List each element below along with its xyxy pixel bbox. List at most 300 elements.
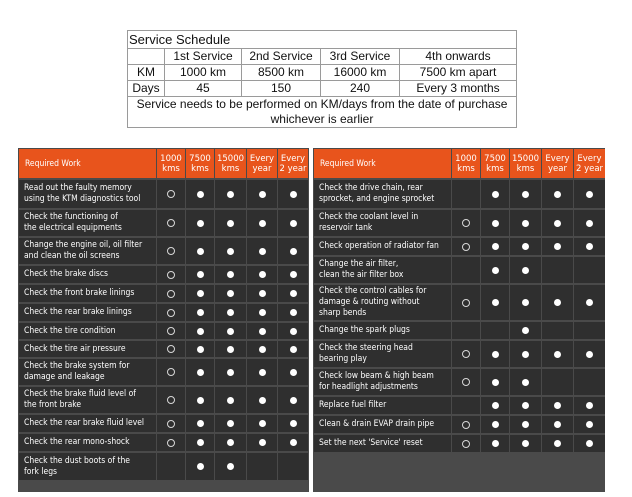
work-label: Check the brake fluid level of the front brake (19, 387, 156, 413)
perform-dot-icon (290, 271, 297, 278)
interval-cell (186, 453, 214, 480)
schedule-cell: 45 (165, 81, 242, 97)
interval-cell (186, 238, 214, 264)
interval-cell (247, 180, 277, 208)
interval-header: 7500 kms (481, 149, 509, 178)
interval-cell (157, 415, 185, 432)
interval-cell (215, 180, 246, 208)
interval-cell (157, 453, 185, 480)
grid-row (313, 340, 605, 368)
perform-dot-icon (197, 439, 204, 446)
check-ring-icon (167, 190, 175, 198)
check-ring-icon (167, 219, 175, 227)
perform-dot-icon (586, 440, 593, 447)
perform-dot-icon (554, 421, 561, 428)
work-label: Check the front brake linings (19, 285, 156, 302)
interval-cell (574, 180, 605, 208)
perform-dot-icon (290, 397, 297, 404)
grid-row (18, 303, 309, 322)
check-ring-icon (462, 299, 470, 307)
perform-dot-icon (554, 220, 561, 227)
grid-row (18, 284, 309, 303)
perform-dot-icon (197, 463, 204, 470)
interval-header: 15000 kms (215, 149, 246, 178)
schedule-cell: 16000 km (321, 65, 400, 81)
check-ring-icon (167, 345, 175, 353)
interval-cell (215, 387, 246, 413)
interval-cell (452, 369, 480, 395)
work-label: Check the drive chain, rear sprocket, and engine sprocket (314, 180, 451, 208)
work-label: Check the dust boots of the fork legs (19, 453, 156, 480)
perform-dot-icon (227, 439, 234, 446)
grid-header-row (313, 148, 605, 179)
interval-cell (542, 180, 573, 208)
interval-cell (186, 210, 214, 236)
grid-row (313, 434, 605, 453)
interval-cell (215, 210, 246, 236)
interval-header: 15000 kms (510, 149, 541, 178)
interval-cell (247, 266, 277, 283)
interval-cell (574, 322, 605, 339)
grid-row (18, 433, 309, 452)
perform-dot-icon (492, 402, 499, 409)
interval-cell (510, 210, 541, 236)
interval-cell (542, 341, 573, 367)
perform-dot-icon (586, 299, 593, 306)
interval-cell (186, 304, 214, 321)
perform-dot-icon (492, 379, 499, 386)
perform-dot-icon (259, 397, 266, 404)
perform-dot-icon (290, 248, 297, 255)
interval-cell (278, 210, 308, 236)
interval-cell (157, 341, 185, 357)
interval-cell (186, 266, 214, 283)
interval-cell (186, 434, 214, 451)
perform-dot-icon (197, 271, 204, 278)
grid-row (313, 209, 605, 237)
interval-cell (542, 257, 573, 283)
interval-cell (278, 434, 308, 451)
perform-dot-icon (227, 191, 234, 198)
schedule-header-cell (128, 49, 165, 65)
interval-cell (452, 257, 480, 283)
perform-dot-icon (197, 346, 204, 353)
perform-dot-icon (290, 346, 297, 353)
interval-header: 1000 kms (452, 149, 480, 178)
perform-dot-icon (522, 191, 529, 198)
grid-row (313, 284, 605, 321)
perform-dot-icon (259, 191, 266, 198)
perform-dot-icon (197, 248, 204, 255)
interval-cell (510, 285, 541, 320)
work-label: Check the tire air pressure (19, 341, 156, 357)
grid-row (18, 209, 309, 237)
schedule-cell: 150 (242, 81, 321, 97)
interval-cell (278, 238, 308, 264)
perform-dot-icon (197, 309, 204, 316)
interval-cell (510, 416, 541, 433)
grid-row (18, 265, 309, 284)
perform-dot-icon (197, 191, 204, 198)
interval-cell (542, 416, 573, 433)
work-label: Check the control cables for damage & routing without sharp bends (314, 285, 451, 320)
perform-dot-icon (492, 299, 499, 306)
perform-dot-icon (259, 328, 266, 335)
grid-row (18, 179, 309, 209)
grid-row (18, 358, 309, 386)
perform-dot-icon (227, 248, 234, 255)
schedule-cell: Every 3 months (400, 81, 517, 97)
grid-row (18, 237, 309, 265)
interval-cell (186, 387, 214, 413)
grid-row (18, 452, 309, 481)
interval-cell (157, 323, 185, 339)
check-ring-icon (462, 421, 470, 429)
perform-dot-icon (197, 397, 204, 404)
interval-cell (247, 210, 277, 236)
perform-dot-icon (522, 421, 529, 428)
interval-cell (481, 285, 509, 320)
perform-dot-icon (227, 220, 234, 227)
work-label: Clean & drain EVAP drain pipe (314, 416, 451, 433)
work-label: Check operation of radiator fan (314, 238, 451, 255)
interval-cell (215, 434, 246, 451)
perform-dot-icon (227, 309, 234, 316)
work-label: Check the rear mono-shock (19, 434, 156, 451)
perform-dot-icon (522, 327, 529, 334)
perform-dot-icon (586, 191, 593, 198)
perform-dot-icon (522, 402, 529, 409)
grid-row (18, 322, 309, 340)
schedule-cell: 240 (321, 81, 400, 97)
check-ring-icon (167, 420, 175, 428)
interval-cell (247, 285, 277, 302)
perform-dot-icon (290, 439, 297, 446)
interval-cell (278, 266, 308, 283)
interval-cell (278, 341, 308, 357)
interval-cell (510, 435, 541, 452)
interval-header: Every year (542, 149, 573, 178)
perform-dot-icon (554, 243, 561, 250)
interval-cell (481, 210, 509, 236)
schedule-header-cell: 1st Service (165, 49, 242, 65)
schedule-header-row (128, 49, 517, 65)
perform-dot-icon (259, 290, 266, 297)
interval-cell (452, 397, 480, 414)
perform-dot-icon (227, 397, 234, 404)
grid-header-row (18, 148, 309, 179)
interval-cell (247, 359, 277, 385)
interval-cell (247, 387, 277, 413)
check-ring-icon (462, 219, 470, 227)
interval-cell (215, 285, 246, 302)
check-ring-icon (167, 309, 175, 317)
interval-header: 1000 kms (157, 149, 185, 178)
interval-cell (481, 322, 509, 339)
interval-cell (278, 359, 308, 385)
interval-cell (247, 304, 277, 321)
interval-cell (542, 322, 573, 339)
interval-cell (574, 285, 605, 320)
interval-cell (510, 397, 541, 414)
perform-dot-icon (259, 346, 266, 353)
interval-cell (481, 238, 509, 255)
maintenance-grid-right (313, 148, 605, 492)
interval-cell (510, 341, 541, 367)
interval-cell (510, 180, 541, 208)
check-ring-icon (167, 290, 175, 298)
interval-header: Every 2 year (278, 149, 308, 178)
perform-dot-icon (554, 402, 561, 409)
interval-cell (452, 416, 480, 433)
perform-dot-icon (492, 267, 499, 274)
interval-header: 7500 kms (186, 149, 214, 178)
interval-cell (247, 238, 277, 264)
interval-cell (157, 180, 185, 208)
work-label: Read out the faulty memory using the KTM diagnostics tool (19, 180, 156, 208)
work-label: Replace fuel filter (314, 397, 451, 414)
work-label: Check the steering head bearing play (314, 341, 451, 367)
perform-dot-icon (586, 421, 593, 428)
perform-dot-icon (290, 420, 297, 427)
perform-dot-icon (259, 248, 266, 255)
interval-cell (247, 434, 277, 451)
interval-cell (157, 266, 185, 283)
interval-cell (215, 359, 246, 385)
interval-cell (574, 238, 605, 255)
interval-cell (278, 387, 308, 413)
interval-cell (542, 238, 573, 255)
interval-cell (452, 341, 480, 367)
work-label: Check the tire condition (19, 323, 156, 339)
interval-cell (542, 285, 573, 320)
work-label: Check the brake discs (19, 266, 156, 283)
perform-dot-icon (492, 421, 499, 428)
service-schedule-table (127, 30, 517, 128)
perform-dot-icon (290, 290, 297, 297)
interval-cell (574, 369, 605, 395)
interval-cell (452, 210, 480, 236)
interval-cell (157, 387, 185, 413)
perform-dot-icon (227, 271, 234, 278)
perform-dot-icon (290, 328, 297, 335)
work-label: Set the next 'Service' reset (314, 435, 451, 452)
perform-dot-icon (522, 299, 529, 306)
perform-dot-icon (259, 309, 266, 316)
interval-cell (215, 453, 246, 480)
grid-row (18, 414, 309, 433)
interval-cell (278, 453, 308, 480)
work-label: Change the engine oil, oil filter and clean the oil screens (19, 238, 156, 264)
interval-cell (574, 435, 605, 452)
interval-cell (510, 322, 541, 339)
interval-cell (574, 341, 605, 367)
schedule-note: Service needs to be performed on KM/days from the date of purchase whichever is earlier (128, 97, 517, 128)
interval-cell (186, 359, 214, 385)
grid-row (313, 415, 605, 434)
perform-dot-icon (522, 440, 529, 447)
interval-cell (215, 304, 246, 321)
interval-cell (510, 238, 541, 255)
check-ring-icon (462, 440, 470, 448)
perform-dot-icon (197, 369, 204, 376)
perform-dot-icon (290, 191, 297, 198)
perform-dot-icon (522, 267, 529, 274)
perform-dot-icon (259, 420, 266, 427)
interval-cell (157, 238, 185, 264)
work-label: Check the functioning of the electrical equipments (19, 210, 156, 236)
interval-cell (481, 397, 509, 414)
interval-cell (247, 453, 277, 480)
required-work-header: Required Work (314, 149, 451, 178)
interval-header: Every 2 year (574, 149, 605, 178)
interval-cell (278, 304, 308, 321)
interval-cell (247, 341, 277, 357)
check-ring-icon (462, 378, 470, 386)
grid-row (313, 256, 605, 284)
interval-header: Every year (247, 149, 277, 178)
interval-cell (542, 397, 573, 414)
perform-dot-icon (492, 243, 499, 250)
perform-dot-icon (259, 220, 266, 227)
grid-row (18, 386, 309, 414)
interval-cell (574, 210, 605, 236)
perform-dot-icon (492, 191, 499, 198)
perform-dot-icon (290, 369, 297, 376)
interval-cell (574, 397, 605, 414)
perform-dot-icon (586, 243, 593, 250)
perform-dot-icon (197, 290, 204, 297)
perform-dot-icon (492, 220, 499, 227)
interval-cell (215, 323, 246, 339)
interval-cell (278, 415, 308, 432)
perform-dot-icon (522, 379, 529, 386)
perform-dot-icon (586, 220, 593, 227)
perform-dot-icon (227, 420, 234, 427)
interval-cell (215, 238, 246, 264)
schedule-cell: 8500 km (242, 65, 321, 81)
perform-dot-icon (227, 369, 234, 376)
interval-cell (278, 323, 308, 339)
perform-dot-icon (586, 351, 593, 358)
perform-dot-icon (554, 351, 561, 358)
interval-cell (452, 180, 480, 208)
interval-cell (542, 435, 573, 452)
interval-cell (278, 180, 308, 208)
perform-dot-icon (290, 220, 297, 227)
grid-row (313, 237, 605, 256)
interval-cell (157, 210, 185, 236)
interval-cell (215, 415, 246, 432)
schedule-km-row (128, 65, 517, 81)
perform-dot-icon (259, 369, 266, 376)
perform-dot-icon (259, 271, 266, 278)
perform-dot-icon (197, 328, 204, 335)
perform-dot-icon (492, 351, 499, 358)
interval-cell (510, 257, 541, 283)
perform-dot-icon (522, 220, 529, 227)
grid-row (313, 396, 605, 415)
interval-cell (157, 434, 185, 451)
interval-cell (452, 435, 480, 452)
check-ring-icon (167, 247, 175, 255)
interval-cell (574, 257, 605, 283)
perform-dot-icon (227, 328, 234, 335)
interval-cell (247, 415, 277, 432)
interval-cell (278, 285, 308, 302)
schedule-cell: Days (128, 81, 165, 97)
grid-row (313, 179, 605, 209)
work-label: Check the coolant level in reservoir tank (314, 210, 451, 236)
schedule-header-cell: 4th onwards (400, 49, 517, 65)
check-ring-icon (167, 396, 175, 404)
interval-cell (215, 266, 246, 283)
interval-cell (215, 341, 246, 357)
interval-cell (574, 416, 605, 433)
check-ring-icon (167, 271, 175, 279)
check-ring-icon (167, 368, 175, 376)
interval-cell (452, 322, 480, 339)
interval-cell (186, 323, 214, 339)
grid-row (313, 368, 605, 396)
schedule-cell: KM (128, 65, 165, 81)
interval-cell (186, 341, 214, 357)
interval-cell (186, 285, 214, 302)
interval-cell (247, 323, 277, 339)
interval-cell (157, 285, 185, 302)
schedule-header-cell: 2nd Service (242, 49, 321, 65)
perform-dot-icon (492, 440, 499, 447)
interval-cell (510, 369, 541, 395)
interval-cell (481, 416, 509, 433)
check-ring-icon (462, 243, 470, 251)
perform-dot-icon (197, 420, 204, 427)
perform-dot-icon (522, 243, 529, 250)
work-label: Check low beam & high beam for headlight adjustments (314, 369, 451, 395)
interval-cell (481, 435, 509, 452)
interval-cell (157, 359, 185, 385)
work-label: Check the brake system for damage and leakage (19, 359, 156, 385)
schedule-header-cell: 3rd Service (321, 49, 400, 65)
perform-dot-icon (227, 346, 234, 353)
check-ring-icon (167, 439, 175, 447)
interval-cell (481, 257, 509, 283)
check-ring-icon (167, 327, 175, 335)
perform-dot-icon (227, 463, 234, 470)
perform-dot-icon (586, 402, 593, 409)
required-work-header: Required Work (19, 149, 156, 178)
grid-row (18, 340, 309, 358)
work-label: Check the rear brake linings (19, 304, 156, 321)
perform-dot-icon (554, 191, 561, 198)
interval-cell (481, 180, 509, 208)
perform-dot-icon (290, 309, 297, 316)
interval-cell (542, 210, 573, 236)
work-label: Change the air filter, clean the air filter box (314, 257, 451, 283)
perform-dot-icon (227, 290, 234, 297)
work-label: Change the spark plugs (314, 322, 451, 339)
work-label: Check the rear brake fluid level (19, 415, 156, 432)
perform-dot-icon (259, 439, 266, 446)
interval-cell (452, 285, 480, 320)
interval-cell (481, 341, 509, 367)
interval-cell (186, 180, 214, 208)
maintenance-grid-left (18, 148, 309, 492)
check-ring-icon (462, 350, 470, 358)
interval-cell (186, 415, 214, 432)
interval-cell (542, 369, 573, 395)
interval-cell (452, 238, 480, 255)
